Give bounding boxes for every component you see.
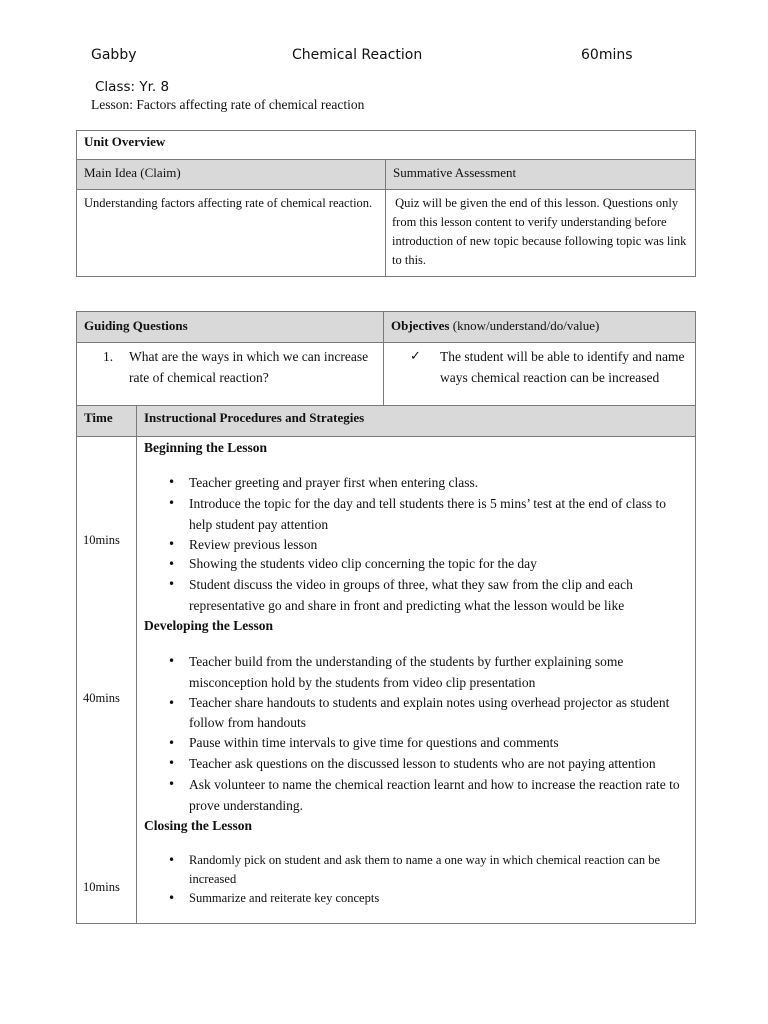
question-text: What are the ways in which we can increase rate of chemical reaction? bbox=[129, 349, 369, 385]
closing-section-title: Closing the Lesson bbox=[144, 818, 253, 833]
lesson-plan-table bbox=[76, 311, 696, 924]
teacher-name: Gabby bbox=[91, 47, 137, 63]
list-item: • Summarize and reiterate key concepts bbox=[144, 889, 688, 908]
objective-cell bbox=[384, 343, 696, 406]
list-item: • Teacher greeting and prayer first when entering class. bbox=[144, 472, 688, 493]
time-header: Time bbox=[77, 406, 137, 437]
developing-section-title: Developing the Lesson bbox=[144, 618, 274, 633]
beginning-steps-list bbox=[144, 472, 688, 616]
unit-overview-title: Unit Overview bbox=[77, 131, 696, 160]
list-item: • Pause within time intervals to give time for questions and comments bbox=[144, 733, 688, 753]
list-item: • Randomly pick on student and ask them to name a one way in which chemical reaction can be increased bbox=[144, 851, 688, 889]
developing-time: 40mins bbox=[83, 691, 120, 705]
check-mark-icon: ✓ bbox=[410, 349, 421, 364]
list-item: • Teacher build from the understanding of the students by further explaining some misconception hold by the students from video clip presentation bbox=[144, 651, 688, 693]
beginning-section-title: Beginning the Lesson bbox=[144, 440, 268, 455]
objectives-header: Objectives (know/understand/do/value) bbox=[384, 312, 696, 343]
document-title: Chemical Reaction bbox=[292, 47, 423, 63]
summative-assessment-text: Quiz will be given the end of this lesson. Questions only from this lesson content to verify understanding before introduction of new topic because following topic was link to this. bbox=[386, 190, 696, 277]
guiding-question-item bbox=[77, 343, 383, 388]
guiding-question-cell bbox=[77, 343, 384, 406]
lesson-line: Lesson: Factors affecting rate of chemical reaction bbox=[91, 97, 365, 112]
main-idea-header: Main Idea (Claim) bbox=[77, 160, 386, 190]
procedures-content bbox=[137, 437, 696, 924]
closing-time: 10mins bbox=[83, 880, 120, 894]
list-item: • Student discuss the video in groups of three, what they saw from the clip and each representative go and share in front and predicting what the lesson would be like bbox=[144, 574, 688, 616]
beginning-time: 10mins bbox=[83, 533, 120, 547]
question-number: 1. bbox=[103, 349, 114, 364]
list-item: • Ask volunteer to name the chemical reaction learnt and how to increase the reaction rate to prove understanding. bbox=[144, 774, 688, 816]
list-item: • Showing the students video clip concerning the topic for the day bbox=[144, 554, 688, 574]
objective-text: The student will be able to identify and name ways chemical reaction can be increased bbox=[440, 349, 685, 385]
objective-item bbox=[384, 343, 695, 388]
developing-steps-list bbox=[144, 651, 688, 816]
list-item: • Introduce the topic for the day and tell students there is 5 mins’ test at the end of class to help student pay attention bbox=[144, 493, 688, 535]
lesson-duration: 60mins bbox=[581, 47, 633, 63]
main-idea-text: Understanding factors affecting rate of chemical reaction. bbox=[77, 190, 386, 277]
list-item: • Teacher ask questions on the discussed lesson to students who are not paying attention bbox=[144, 753, 688, 774]
class-line: Class: Yr. 8 bbox=[95, 79, 170, 95]
list-item: • Review previous lesson bbox=[144, 535, 688, 554]
guiding-questions-header: Guiding Questions bbox=[77, 312, 384, 343]
time-column bbox=[77, 437, 137, 924]
summative-assessment-header: Summative Assessment bbox=[386, 160, 696, 190]
unit-overview-table bbox=[76, 130, 696, 277]
closing-steps-list bbox=[144, 851, 688, 908]
procedures-header: Instructional Procedures and Strategies bbox=[137, 406, 696, 437]
list-item: • Teacher share handouts to students and explain notes using overhead projector as student follow from handouts bbox=[144, 693, 688, 733]
